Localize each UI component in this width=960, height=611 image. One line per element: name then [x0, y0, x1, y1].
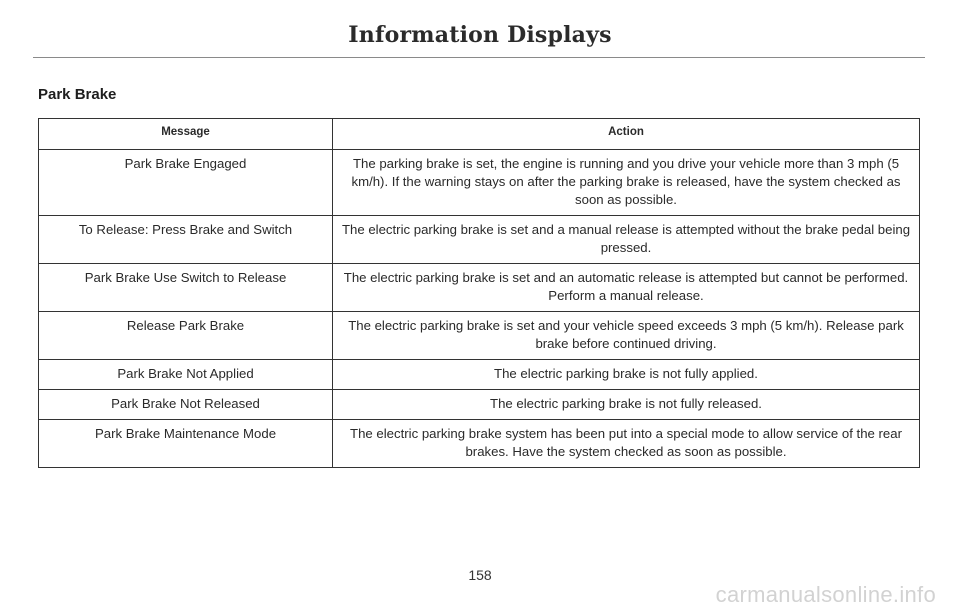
table-row [39, 360, 920, 390]
action-cell: The electric parking brake is not fully released. [333, 390, 920, 420]
message-cell: Park Brake Engaged [39, 150, 333, 216]
message-cell: Park Brake Not Released [39, 390, 333, 420]
action-cell: The electric parking brake is set and an automatic release is attempted but cannot be performed. Perform a manual release. [333, 264, 920, 312]
watermark: carmanualsonline.info [715, 582, 936, 607]
table-header-row [39, 119, 920, 150]
column-header-action: Action [333, 119, 920, 150]
header-divider [33, 57, 925, 58]
page-number: 158 [468, 567, 492, 583]
table-row [39, 264, 920, 312]
table-row [39, 420, 920, 468]
message-cell: Park Brake Use Switch to Release [39, 264, 333, 312]
table-row [39, 390, 920, 420]
column-header-message: Message [39, 119, 333, 150]
action-cell: The electric parking brake is set and a manual release is attempted without the brake pedal being pressed. [333, 216, 920, 264]
action-cell: The electric parking brake is not fully applied. [333, 360, 920, 390]
message-cell: Release Park Brake [39, 312, 333, 360]
page-header-title: Information Displays [348, 22, 612, 48]
action-cell: The parking brake is set, the engine is running and you drive your vehicle more than 3 mph (5 km/h). If the warning stays on after the parking brake is released, have the system checked as soon as possible. [333, 150, 920, 216]
table-row [39, 150, 920, 216]
message-cell: To Release: Press Brake and Switch [39, 216, 333, 264]
message-cell: Park Brake Not Applied [39, 360, 333, 390]
action-cell: The electric parking brake is set and your vehicle speed exceeds 3 mph (5 km/h). Release park brake before continued driving. [333, 312, 920, 360]
section-title: Park Brake [38, 86, 117, 103]
message-table [38, 118, 920, 468]
message-cell: Park Brake Maintenance Mode [39, 420, 333, 468]
table-row [39, 216, 920, 264]
table-row [39, 312, 920, 360]
action-cell: The electric parking brake system has been put into a special mode to allow service of the rear brakes. Have the system checked as soon as possible. [333, 420, 920, 468]
